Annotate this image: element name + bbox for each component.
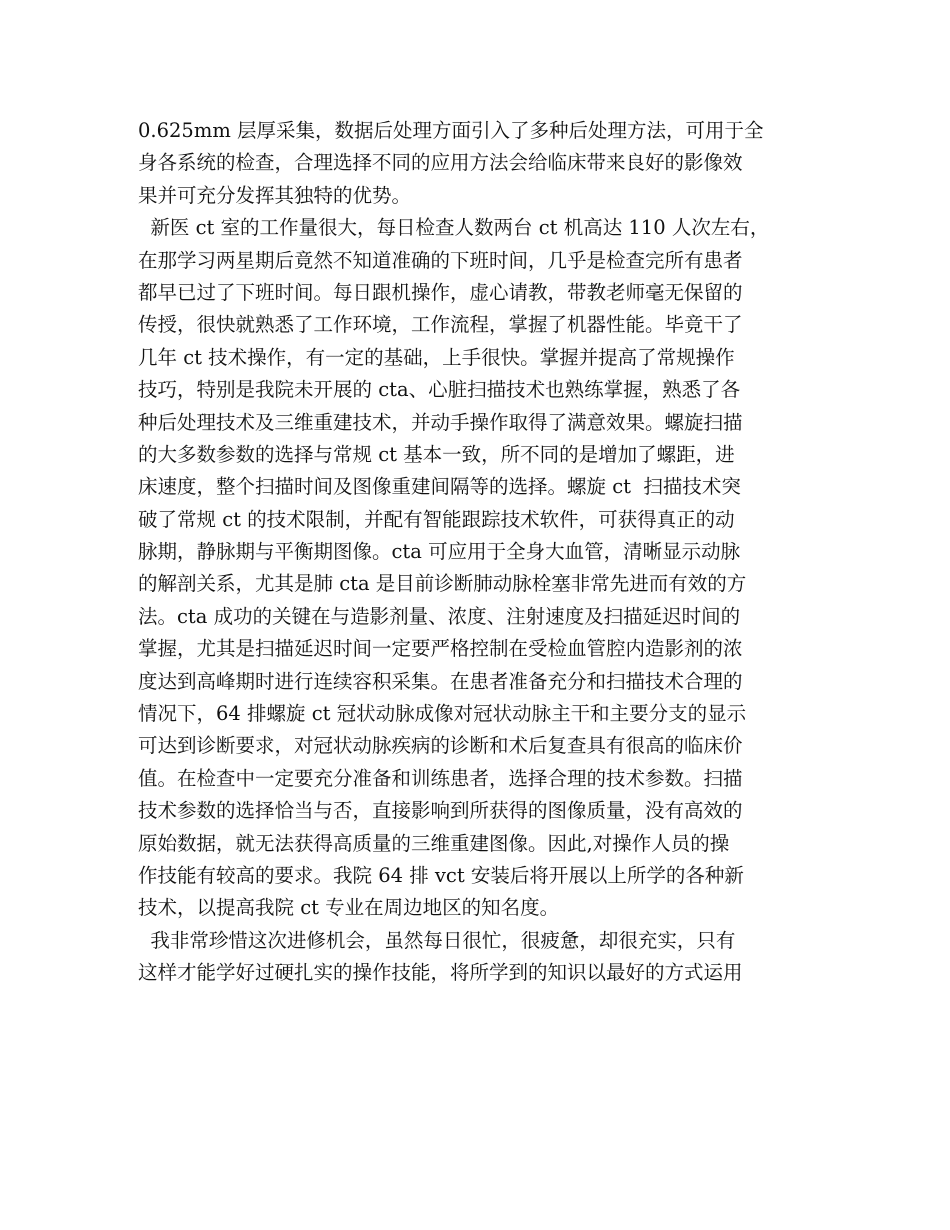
text-line-15: 的解剖关系，尤其是肺 cta 是目前诊断肺动脉栓塞非常先进而有效的方 bbox=[138, 572, 747, 596]
text-line-23: 原始数据，就无法获得高质量的三维重建图像。因此,对操作人员的操 bbox=[138, 831, 730, 855]
text-line-25: 技术，以提高我院 ct 专业在周边地区的知名度。 bbox=[138, 896, 560, 920]
text-line-1: 0.625mm 层厚采集，数据后处理方面引入了多种后处理方法，可用于全 bbox=[138, 119, 764, 142]
body-text bbox=[138, 115, 824, 990]
text-line-3: 果并可充分发挥其独特的优势。 bbox=[138, 183, 412, 207]
text-line-12: 床速度，整个扫描时间及图像重建间隔等的选择。螺旋 ct 扫描技术突 bbox=[138, 475, 741, 499]
text-line-14: 脉期，静脉期与平衡期图像。cta 可应用于全身大血管，清晰显示动脉 bbox=[138, 540, 741, 564]
text-line-26: 我非常珍惜这次进修机会，虽然每日很忙，很疲惫，却很充实，只有 bbox=[138, 928, 736, 952]
text-line-27: 这样才能学好过硬扎实的操作技能，将所学到的知识以最好的方式运用 bbox=[138, 961, 743, 985]
text-line-11: 的大多数参数的选择与常规 ct 基本一致，所不同的是增加了螺距，进 bbox=[138, 442, 735, 466]
text-line-9: 技巧，特别是我院未开展的 cta、心脏扫描技术也熟练掌握，熟悉了各 bbox=[138, 378, 741, 402]
text-line-5: 在那学习两星期后竟然不知道准确的下班时间，几乎是检查完所有患者 bbox=[138, 248, 743, 272]
text-line-7: 传授，很快就熟悉了工作环境，工作流程，掌握了机器性能。毕竟干了 bbox=[138, 313, 743, 337]
text-line-18: 度达到高峰期时进行连续容积采集。在患者准备充分和扫描技术合理的 bbox=[138, 669, 743, 693]
text-line-16: 法。cta 成功的关键在与造影剂量、浓度、注射速度及扫描延迟时间的 bbox=[138, 604, 741, 628]
text-line-24: 作技能有较高的要求。我院 64 排 vct 安装后将开展以上所学的各种新 bbox=[138, 863, 744, 887]
text-line-19: 情况下，64 排螺旋 ct 冠状动脉成像对冠状动脉主干和主要分支的显示 bbox=[138, 702, 747, 726]
text-line-21: 值。在检查中一定要充分准备和训练患者，选择合理的技术参数。扫描 bbox=[138, 766, 743, 790]
text-line-13: 破了常规 ct 的技术限制，并配有智能跟踪技术软件，可获得真正的动 bbox=[138, 507, 735, 531]
text-line-8: 几年 ct 技术操作，有一定的基础，上手很快。掌握并提高了常规操作 bbox=[138, 345, 735, 369]
text-line-4: 新医 ct 室的工作量很大，每日检查人数两台 ct 机高达 110 人次左右， bbox=[138, 216, 770, 240]
text-line-10: 种后处理技术及三维重建技术，并动手操作取得了满意效果。螺旋扫描 bbox=[138, 410, 743, 434]
text-line-22: 技术参数的选择恰当与否，直接影响到所获得的图像质量，没有高效的 bbox=[138, 799, 743, 823]
text-line-17: 掌握，尤其是扫描延迟时间一定要严格控制在受检血管腔内造影剂的浓 bbox=[138, 637, 743, 661]
text-line-2: 身各系统的检查，合理选择不同的应用方法会给临床带来良好的影像效 bbox=[138, 151, 743, 175]
text-line-6: 都早已过了下班时间。每日跟机操作，虚心请教，带教老师毫无保留的 bbox=[138, 280, 743, 304]
text-line-20: 可达到诊断要求，对冠状动脉疾病的诊断和术后复查具有很高的临床价 bbox=[138, 734, 743, 758]
